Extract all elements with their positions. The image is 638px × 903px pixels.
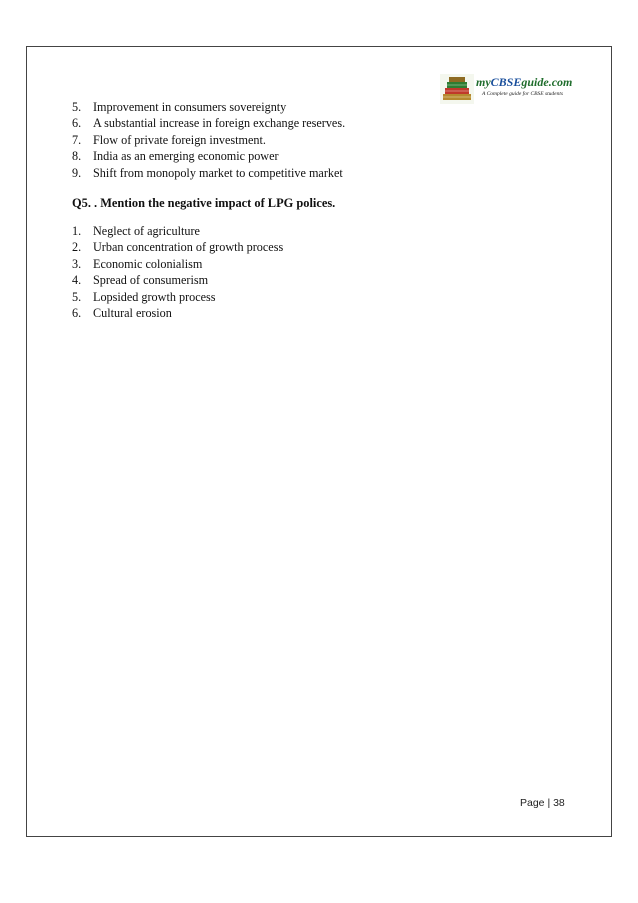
page-number: Page | 38 xyxy=(520,797,565,809)
logo-wordmark xyxy=(476,75,573,103)
logo-tagline: A Complete guide for CBSE students xyxy=(482,91,564,97)
question-heading: Q5. . Mention the negative impact of LPG polices. xyxy=(72,196,336,210)
logo-title: myCBSEguide.com xyxy=(476,75,573,89)
mycbseguide-logo xyxy=(440,74,573,104)
books-icon xyxy=(440,74,474,104)
